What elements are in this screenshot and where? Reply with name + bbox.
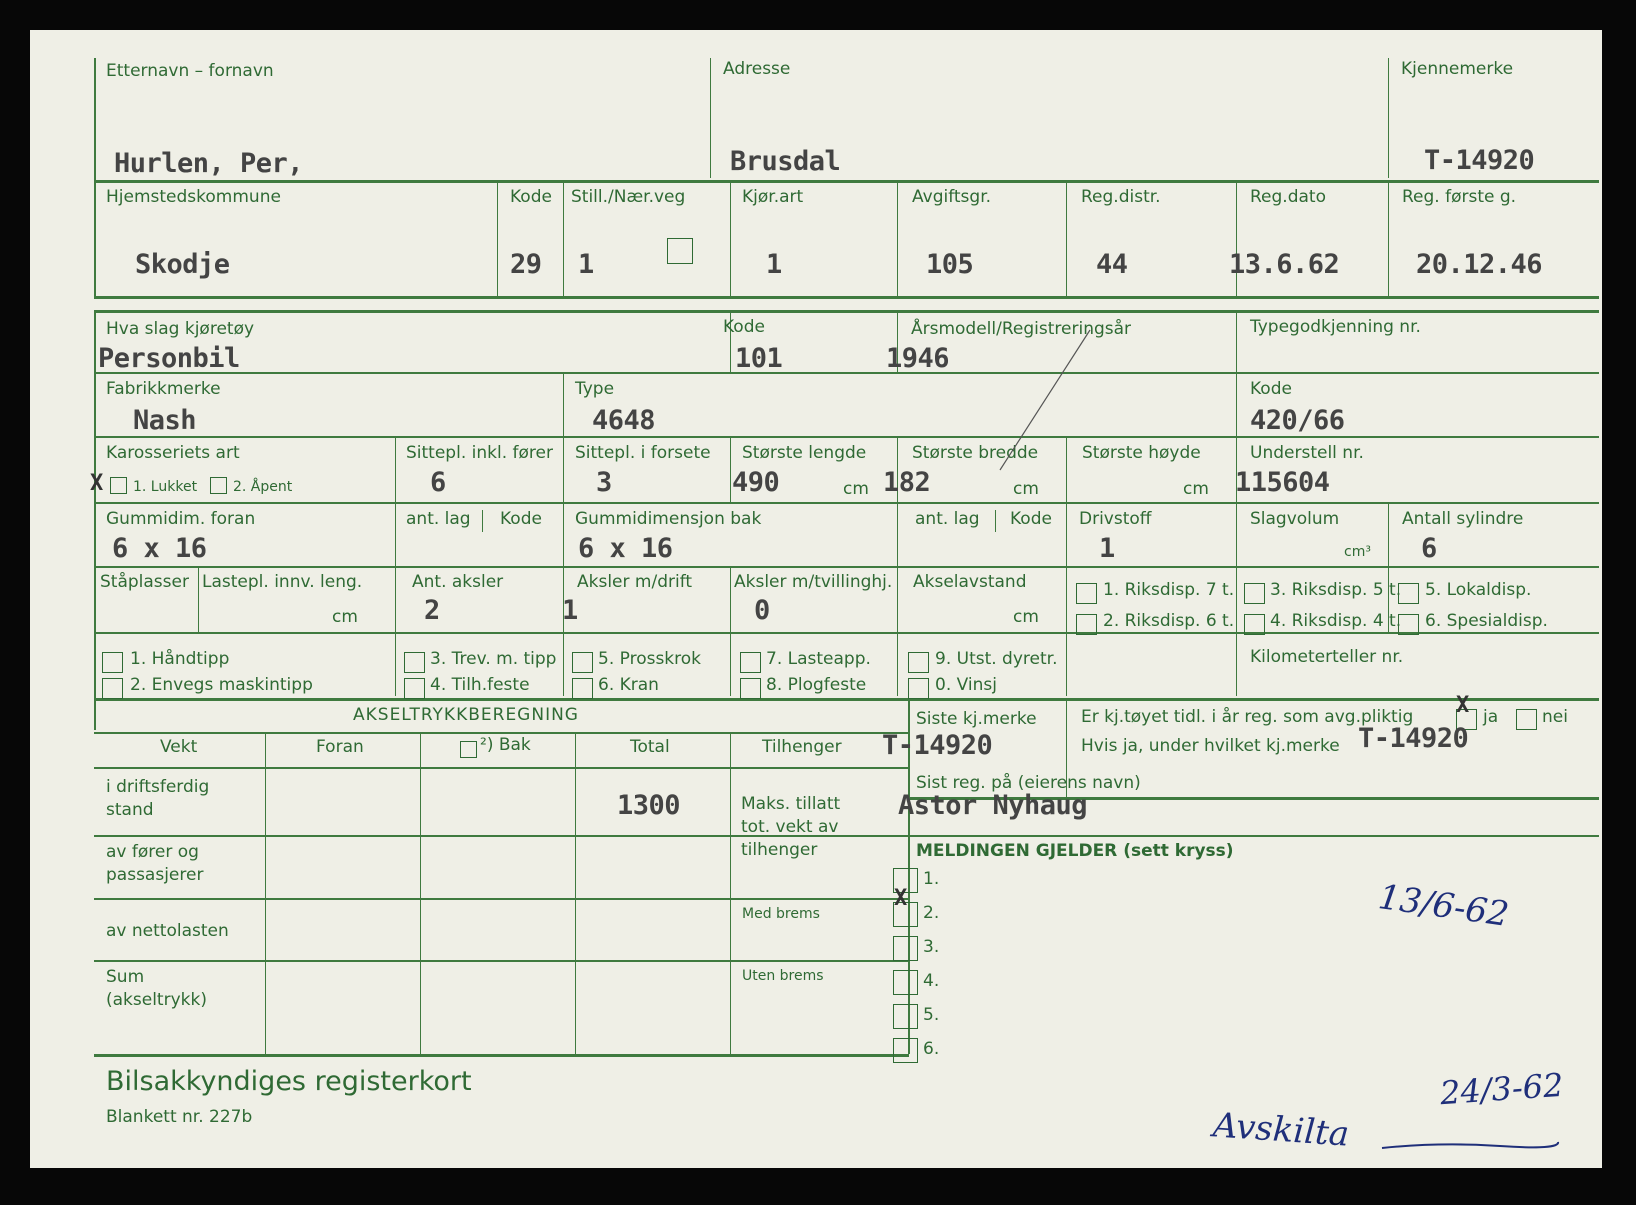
label-antlag: ant. lag (406, 509, 471, 529)
label-slagvolum: Slagvolum (1250, 509, 1340, 529)
checkbox-riks7[interactable] (1076, 583, 1097, 604)
label-plogfeste: 8. Plogfeste (766, 675, 867, 695)
value-hvilketkj: T-14920 (1358, 723, 1469, 754)
label-akselavstand: Akselavstand (913, 572, 1027, 592)
divider (730, 180, 731, 298)
divider (897, 436, 898, 566)
divider (1066, 180, 1067, 298)
m2-mark: X (894, 886, 908, 911)
divider (198, 566, 199, 632)
row-rule (94, 180, 1599, 183)
value-understell: 115604 (1235, 467, 1330, 498)
row-rule (94, 960, 909, 962)
label-kjorart: Kjør.art (742, 187, 804, 207)
divider (1388, 180, 1389, 298)
row-netto: av nettolasten (106, 921, 229, 941)
label-typegodkj: Typegodkjenning nr. (1250, 317, 1421, 337)
maks2: tot. vekt av (741, 817, 839, 837)
divider (1066, 566, 1067, 696)
pencil-strike (990, 320, 1110, 480)
checkbox-riks5[interactable] (1244, 583, 1265, 604)
value-lengde: 490 (732, 467, 780, 498)
checkbox-handtipp[interactable] (102, 652, 123, 673)
label-avgift: Avgiftsgr. (912, 187, 992, 207)
label-cm3: cm³ (1344, 544, 1371, 560)
label-antlag2: ant. lag (915, 509, 980, 529)
label-m6: 6. (923, 1039, 940, 1059)
checkbox-prosskrok[interactable] (572, 652, 593, 673)
value-total: 1300 (617, 790, 681, 821)
label-kran: 6. Kran (598, 675, 659, 695)
label-m1: 1. (923, 869, 940, 889)
row-rule (94, 1054, 909, 1057)
label-adresse: Adresse (723, 59, 791, 79)
value-kode: 29 (510, 249, 542, 280)
divider (1236, 566, 1237, 696)
value-antaksler: 2 (424, 595, 440, 626)
value-sittepl: 6 (430, 467, 446, 498)
label-sylindre: Antall sylindre (1402, 509, 1524, 529)
label-sistreg: Sist reg. på (eierens navn) (916, 773, 1141, 793)
label-lengde: Største lengde (742, 443, 867, 463)
checkbox-nei[interactable] (1516, 709, 1537, 730)
medbrems: Med brems (742, 906, 820, 922)
label-m5: 5. (923, 1005, 940, 1025)
row-rule (94, 698, 1599, 701)
row-drift2: stand (106, 800, 154, 820)
row-rule (94, 436, 1599, 438)
row-rule (94, 767, 909, 769)
value-bredde: 182 (883, 467, 931, 498)
value-akslerdrift: 1 (562, 595, 578, 626)
value-arsmodell: 1946 (886, 343, 950, 374)
label-understell: Understell nr. (1250, 443, 1364, 463)
label-prosskrok: 5. Prosskrok (598, 649, 702, 669)
divider (730, 436, 731, 502)
divider (497, 180, 498, 298)
checkbox-envegs[interactable] (102, 678, 123, 699)
divider (563, 566, 564, 696)
registration-card (30, 30, 1602, 1168)
label-tilh: 4. Tilh.feste (430, 675, 530, 695)
label-etternavn: Etternavn – fornavn (106, 61, 274, 81)
value-gummiforan: 6 x 16 (112, 533, 207, 564)
row-rule (94, 566, 1599, 568)
checkbox-m6[interactable] (893, 1038, 918, 1063)
divider (995, 510, 996, 532)
checkbox-lasteapp[interactable] (740, 652, 761, 673)
row-rule (94, 632, 1599, 634)
value-sitteplfor: 3 (596, 467, 612, 498)
divider (1066, 502, 1067, 566)
label-akslertvill: Aksler m/tvillinghj. (734, 572, 893, 592)
divider (730, 732, 731, 1054)
label-gummiforan: Gummidim. foran (106, 509, 256, 529)
value-avgift: 105 (926, 249, 974, 280)
label-kode4: Kode (500, 509, 542, 529)
checkbox-apent[interactable] (210, 477, 227, 494)
label-apent: 2. Åpent (233, 479, 293, 495)
divider (575, 732, 576, 1054)
checkbox-riks6[interactable] (1076, 614, 1097, 635)
label-m3: 3. (923, 937, 940, 957)
divider (265, 732, 266, 1054)
value-regdistr: 44 (1096, 249, 1128, 280)
checkbox-tilh[interactable] (404, 678, 425, 699)
label-cm: cm (332, 607, 358, 627)
row-sum2: (akseltrykk) (106, 990, 207, 1010)
utenbrems: Uten brems (742, 968, 824, 984)
value-regdato: 13.6.62 (1229, 249, 1340, 280)
label-arsmodell: Årsmodell/Registreringsår (911, 319, 1132, 339)
checkbox-m4[interactable] (893, 970, 918, 995)
row-rule (94, 502, 1599, 504)
value-kjorart: 1 (766, 249, 782, 280)
maks3: tilhenger (741, 840, 818, 860)
label-lastepl: Lastepl. innv. leng. (202, 572, 363, 592)
value-navn: Hurlen, Per, (114, 148, 304, 179)
label-sistekj: Siste kj.merke (916, 709, 1037, 729)
divider (730, 566, 731, 696)
label-cm: cm (1013, 479, 1039, 499)
label-regforste: Reg. første g. (1402, 187, 1517, 207)
label-erkj1: Er kj.tøyet tidl. i år reg. som avg.pliktig (1081, 707, 1414, 727)
label-lukket: 1. Lukket (133, 479, 198, 495)
label-m2: 2. (923, 903, 940, 923)
divider (1388, 502, 1389, 566)
blankett-number: Blankett nr. 227b (106, 1107, 253, 1127)
label-meldingen: MELDINGEN GJELDER (sett kryss) (916, 841, 1234, 861)
checkbox-lukket[interactable] (110, 477, 127, 494)
checkbox-utst[interactable] (908, 652, 929, 673)
label-sittepl: Sittepl. inkl. fører (406, 443, 553, 463)
handwritten-date: 24/3-62 (1438, 1065, 1565, 1113)
divider (420, 732, 421, 1054)
label-vinsj: 0. Vinsj (935, 675, 997, 695)
label-cm: cm (843, 479, 869, 499)
label-antaksler: Ant. aksler (412, 572, 504, 592)
checkbox-vinsj[interactable] (908, 678, 929, 699)
divider (1236, 180, 1237, 298)
left-border (94, 58, 96, 298)
label-utst: 9. Utst. dyretr. (935, 649, 1058, 669)
checkbox-spesial[interactable] (1398, 614, 1419, 635)
label-handtipp: 1. Håndtipp (130, 649, 230, 669)
divider (1236, 372, 1237, 436)
handwritten-date: 13/6-62 (1375, 877, 1512, 935)
col-total: Total (630, 737, 670, 757)
checkbox-trev[interactable] (404, 652, 425, 673)
label-type: Type (575, 379, 615, 399)
maks1: Maks. tillatt (741, 794, 841, 814)
lukket-mark: X (90, 471, 104, 496)
akseltrykk-heading: AKSELTRYKKBEREGNING (353, 705, 579, 725)
divider (1388, 58, 1389, 178)
checkbox-bak[interactable] (460, 741, 477, 758)
label-hjemsted: Hjemstedskommune (106, 187, 281, 207)
label-regdistr: Reg.distr. (1081, 187, 1161, 207)
label-riks5: 3. Riksdisp. 5 t. (1270, 580, 1402, 600)
value-drivstoff: 1 (1099, 533, 1115, 564)
checkbox-m5[interactable] (893, 1004, 918, 1029)
signature-underline (1380, 1138, 1560, 1152)
label-drivstoff: Drivstoff (1079, 509, 1152, 529)
label-kjennemerke: Kjennemerke (1401, 59, 1514, 79)
checkbox-kran[interactable] (572, 678, 593, 699)
label-kode3: Kode (1250, 379, 1292, 399)
label-sitteplfor: Sittepl. i forsete (575, 443, 711, 463)
card-title: Bilsakkyndiges registerkort (106, 1066, 472, 1097)
handwritten-signature: Avskilta (1211, 1105, 1351, 1155)
divider (1236, 502, 1237, 566)
label-kode: Kode (510, 187, 552, 207)
label-bredde: Største bredde (912, 443, 1039, 463)
label-riks4: 4. Riksdisp. 4 t. (1270, 611, 1402, 631)
divider (563, 436, 564, 566)
label-regdato: Reg.dato (1250, 187, 1326, 207)
row-drift1: i driftsferdig (106, 777, 210, 797)
label-spesial: 6. Spesialdisp. (1425, 611, 1548, 631)
label-riks6: 2. Riksdisp. 6 t. (1103, 611, 1235, 631)
divider (1236, 310, 1237, 372)
label-trev: 3. Trev. m. tipp (430, 649, 557, 669)
row-forer2: passasjerer (106, 865, 204, 885)
divider (897, 180, 898, 298)
row-rule (730, 898, 908, 900)
label-kode5: Kode (1010, 509, 1052, 529)
value-kjoretoy: Personbil (98, 343, 240, 374)
label-nei: nei (1542, 707, 1568, 727)
label-lasteapp: 7. Lasteapp. (766, 649, 871, 669)
label-envegs: 2. Envegs maskintipp (130, 675, 313, 695)
label-erkj2: Hvis ja, under hvilket kj.merke (1081, 736, 1340, 756)
checkbox-lokal[interactable] (1398, 583, 1419, 604)
value-kode3: 420/66 (1250, 405, 1345, 436)
value-gummibak: 6 x 16 (578, 533, 673, 564)
label-kmteller: Kilometerteller nr. (1250, 647, 1404, 667)
value-eier: Astor Nyhaug (898, 790, 1088, 821)
label-ja: ja (1483, 707, 1499, 727)
label-karosseri: Karosseriets art (106, 443, 240, 463)
divider (482, 510, 483, 532)
value-adresse: Brusdal (730, 146, 841, 177)
row-rule (94, 310, 1599, 313)
divider (395, 566, 396, 696)
value-regforste: 20.12.46 (1416, 249, 1543, 280)
label-kode2: Kode (723, 317, 765, 337)
row-rule (910, 835, 1599, 837)
col-foran: Foran (316, 737, 364, 757)
value-sylindre: 6 (1421, 533, 1437, 564)
label-fabrikk: Fabrikkmerke (106, 379, 221, 399)
divider (395, 436, 396, 566)
value-hjemsted: Skodje (135, 249, 230, 280)
row-sum1: Sum (106, 967, 145, 987)
value-akslertvill: 0 (754, 595, 770, 626)
row-forer1: av fører og (106, 842, 199, 862)
checkbox-still[interactable] (667, 238, 693, 264)
divider (897, 566, 898, 696)
checkbox-m3[interactable] (893, 936, 918, 961)
col-tilhenger: Tilhenger (762, 737, 842, 757)
label-hoyde: Største høyde (1082, 443, 1201, 463)
value-kjennemerke: T-14920 (1424, 145, 1535, 176)
value-kode2: 101 (735, 343, 783, 374)
row-rule (94, 296, 1599, 299)
label-gummibak: Gummidimensjon bak (575, 509, 762, 529)
label-cm: cm (1013, 607, 1039, 627)
row-rule (94, 732, 909, 734)
label-hvaslag: Hva slag kjøretøy (106, 319, 255, 339)
label-staplasser: Ståplasser (100, 572, 189, 592)
value-type: 4648 (592, 405, 656, 436)
divider (563, 372, 564, 436)
label-m4: 4. (923, 971, 940, 991)
label-riks7: 1. Riksdisp. 7 t. (1103, 580, 1235, 600)
label-still: Still./Nær.veg (571, 187, 686, 207)
checkbox-riks4[interactable] (1244, 614, 1265, 635)
label-lokal: 5. Lokaldisp. (1425, 580, 1532, 600)
value-sistekj: T-14920 (882, 730, 993, 761)
value-fabrikk: Nash (133, 405, 197, 436)
value-still: 1 (578, 249, 594, 280)
col-bak: ²) Bak (480, 735, 531, 755)
ja-mark: X (1456, 693, 1470, 718)
divider (710, 58, 711, 178)
row-rule (94, 372, 1599, 374)
label-akslerdrift: Aksler m/drift (577, 572, 693, 592)
divider (563, 180, 564, 298)
col-vekt: Vekt (160, 737, 198, 757)
label-cm: cm (1183, 479, 1209, 499)
checkbox-plogfeste[interactable] (740, 678, 761, 699)
